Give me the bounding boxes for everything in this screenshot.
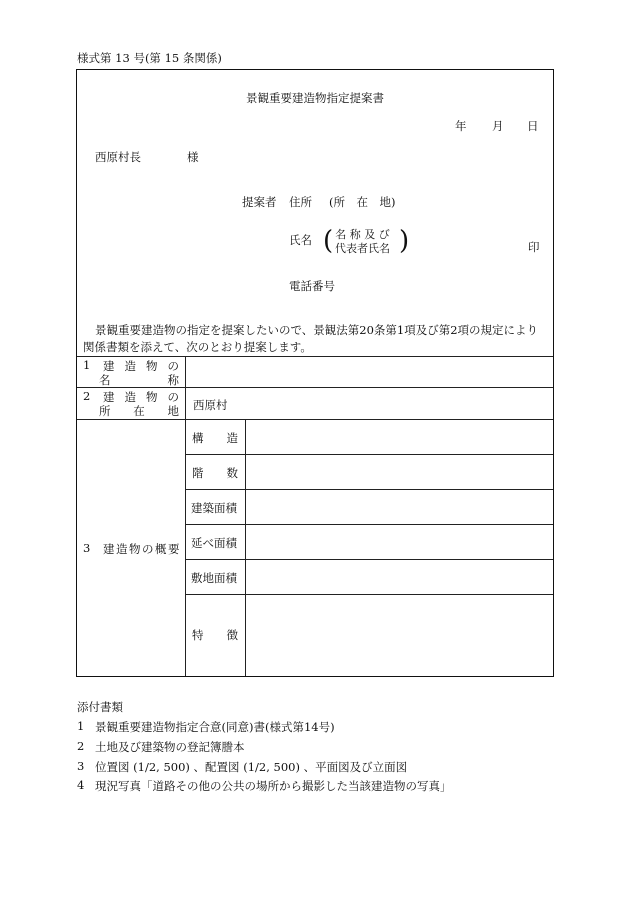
- attachment-item: 景観重要建造物指定合意(同意)書(様式第14号): [95, 720, 335, 734]
- row1-label-char: の: [167, 359, 179, 373]
- seal-mark: 印: [528, 240, 540, 254]
- structure-label: [192, 430, 238, 446]
- address-label: 住所: [289, 195, 312, 209]
- row1-label-line2: [99, 372, 179, 388]
- row1-label-char: 建: [103, 359, 115, 373]
- attachment-number: 4: [77, 778, 85, 792]
- row2-label-char: 在: [133, 404, 145, 418]
- floors-label-char: 階: [192, 466, 204, 480]
- attachment-number: 2: [77, 739, 85, 753]
- row2-label-char: 物: [146, 390, 158, 404]
- right-paren-glyph: ): [399, 226, 410, 256]
- sub-row3-border: [185, 524, 553, 525]
- floors-label-char: 数: [226, 466, 238, 480]
- attachment-item: 土地及び建築物の登記簿謄本: [95, 740, 245, 754]
- label-column-divider: [185, 356, 186, 676]
- structure-label-char: 造: [226, 431, 238, 445]
- left-paren-glyph: (: [323, 226, 334, 256]
- row3-number: 3: [83, 541, 91, 555]
- sub-row1-border: [185, 454, 553, 455]
- proposal-form: [76, 69, 554, 677]
- row1-number: 1: [83, 358, 91, 372]
- row2-bottom-border: [77, 419, 553, 420]
- form-number: 様式第 13 号(第 15 条関係): [77, 51, 222, 65]
- structure-label-char: 構: [192, 431, 204, 445]
- row2-label-char: 地: [167, 404, 179, 418]
- row2-label-char: の: [167, 390, 179, 404]
- site-area-label: 敷地面積: [191, 571, 237, 585]
- row1-label-char: 名: [99, 373, 111, 387]
- table-top-border: [77, 356, 553, 357]
- attachment-number: 3: [77, 759, 85, 773]
- row1-label-char: 物: [146, 359, 158, 373]
- name-label: 氏名: [289, 233, 312, 247]
- date-year-label: 年: [455, 119, 467, 133]
- features-label-char: 徴: [226, 628, 238, 642]
- features-label-char: 特: [192, 628, 204, 642]
- statement-text: 景観重要建造物の指定を提案したいので、景観法第20条第1項及び第2項の規定により関係書類を添えて、次のとおり提案します。: [83, 323, 539, 354]
- row2-label-char: 所: [99, 404, 111, 418]
- sub-row2-border: [185, 489, 553, 490]
- name-paren-line2: 代表者氏名: [335, 242, 390, 255]
- floors-label: [192, 465, 238, 481]
- address-paren-note: (所 在 地): [329, 195, 396, 209]
- date-day-label: 日: [527, 119, 539, 133]
- sub-row5-border: [185, 594, 553, 595]
- phone-label: 電話番号: [289, 279, 335, 293]
- row1-label-char: 称: [167, 373, 179, 387]
- date-month-label: 月: [492, 119, 504, 133]
- total-floor-area-label: 延べ面積: [191, 536, 237, 550]
- row2-number: 2: [83, 389, 91, 403]
- row1-label-char: 造: [124, 359, 136, 373]
- name-paren-note: [335, 228, 390, 256]
- building-area-label: 建築面積: [191, 501, 237, 515]
- name-paren-line1: 名 称 及 び: [335, 228, 390, 241]
- sub-row4-border: [185, 559, 553, 560]
- row2-label-char: 建: [103, 390, 115, 404]
- attachment-item: 現況写真「道路その他の公共の場所から撮影した当該建造物の写真」: [95, 779, 452, 793]
- proposer-label: 提案者: [242, 195, 277, 209]
- addressee-honorific: 様: [187, 150, 199, 164]
- row2-value: 西原村: [193, 398, 228, 412]
- features-label: [192, 627, 238, 643]
- attachments-heading: 添付書類: [77, 700, 123, 714]
- attachment-number: 1: [77, 719, 85, 733]
- row2-label-char: 造: [124, 390, 136, 404]
- addressee-name: 西原村長: [95, 150, 141, 164]
- attachment-item: 位置図 (1/2, 500) 、配置図 (1/2, 500) 、平面図及び立面図: [95, 760, 408, 774]
- row2-label-line2: [99, 403, 179, 419]
- form-title: 景観重要建造物指定提案書: [246, 91, 384, 105]
- sub-label-column-divider: [245, 419, 246, 676]
- row3-label: 建造物の概要: [103, 542, 181, 556]
